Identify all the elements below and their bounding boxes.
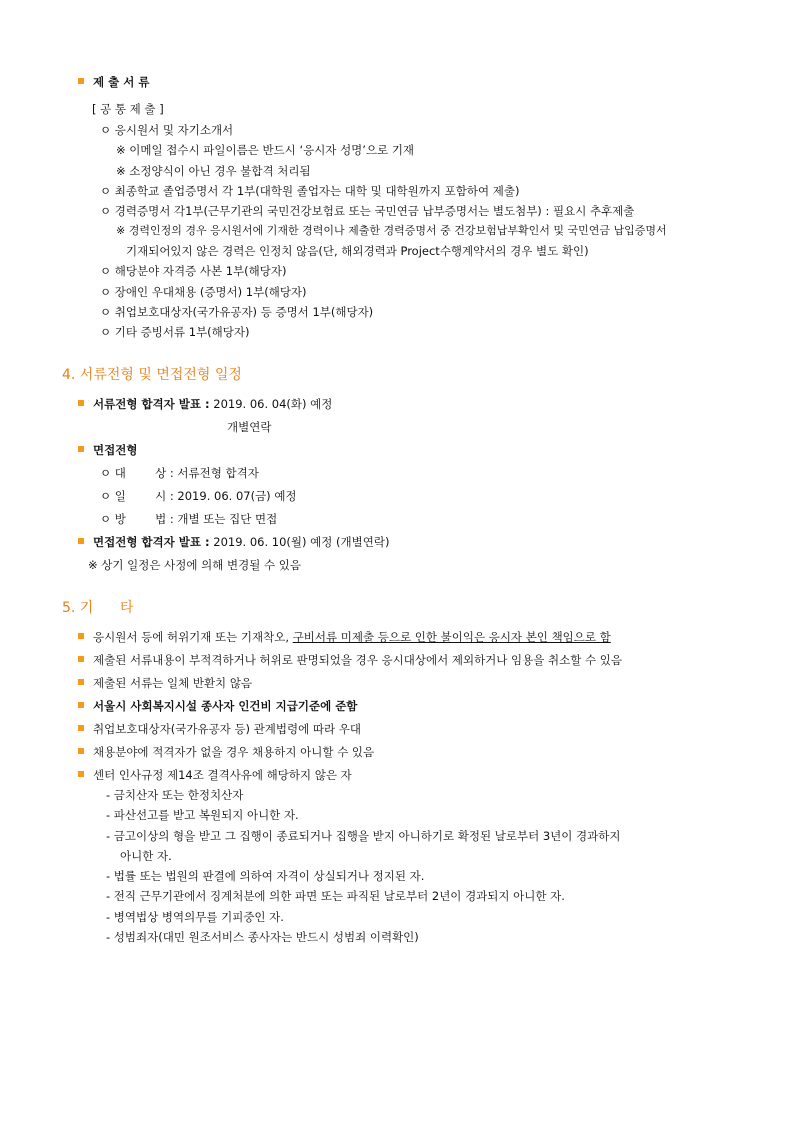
- doc-item: ㅇ 응시원서 및 자기소개서: [100, 123, 234, 137]
- interview-result-row: [78, 534, 389, 550]
- doc-result-note: 개별연락: [227, 420, 272, 434]
- etc-item7-text: 센터 인사규정 제14조 결격사유에 해당하지 않은 자: [93, 768, 352, 782]
- etc-item: [78, 675, 252, 691]
- etc-item: [78, 744, 374, 760]
- etc-item: [78, 767, 352, 783]
- interview-title-row: [78, 442, 137, 458]
- disqualification-item: - 성범죄자(대민 원조서비스 종사자는 반드시 성범죄 이력확인): [106, 930, 419, 944]
- doc-item: ㅇ 장애인 우대채용 (증명서) 1부(해당자): [100, 285, 307, 299]
- interview-method-label: ㅇ 방 법 :: [100, 512, 174, 526]
- interview-method-value: 개별 또는 집단 면접: [177, 512, 278, 526]
- doc-item: ㅇ 기타 증빙서류 1부(해당자): [100, 325, 250, 339]
- square-bullet-icon: [78, 656, 84, 662]
- schedule-note: ※ 상기 일정은 사정에 의해 변경될 수 있음: [88, 558, 301, 572]
- docs-title-row: [78, 74, 149, 90]
- square-bullet-icon: [78, 400, 84, 406]
- square-bullet-icon: [78, 633, 84, 639]
- disqualification-item: - 금고이상의 형을 받고 그 집행이 종료되거나 집행을 받지 아니하기로 확정된 날로부터 3년이 경과하지: [106, 829, 621, 843]
- doc-item: ㅇ 취업보호대상자(국가유공자) 등 증명서 1부(해당자): [100, 305, 374, 319]
- doc-note: ※ 이메일 접수시 파일이름은 반드시 ‘응시자 성명’으로 기재: [116, 143, 415, 157]
- interview-date-row: [100, 488, 297, 504]
- doc-note: ※ 경력인정의 경우 응시원서에 기재한 경력이나 제출한 경력증명서 중 건강보험납부확인서 및 국민연금 납입증명서: [116, 224, 667, 237]
- disqualification-item: - 병역법상 병역의무를 기피중인 자.: [106, 910, 284, 924]
- doc-result-value: 2019. 06. 04(화) 예정: [213, 397, 333, 411]
- square-bullet-icon: [78, 725, 84, 731]
- square-bullet-icon: [78, 78, 84, 84]
- doc-item: ㅇ 경력증명서 각1부(근무기관의 국민건강보험료 또는 국민연금 납부증명서는 별도첨부) : 필요시 추후제출: [100, 204, 635, 218]
- interview-method-row: [100, 511, 277, 527]
- disqualification-item: - 전직 근무기관에서 징계처분에 의한 파면 또는 파직된 날로부터 2년이 경과되지 아니한 자.: [106, 889, 565, 903]
- etc-item5-text: 취업보호대상자(국가유공자 등) 관계법령에 따라 우대: [93, 722, 361, 736]
- interview-result-label: 면접전형 합격자 발표 :: [93, 535, 210, 549]
- interview-date-label: ㅇ 일 시 :: [100, 489, 174, 503]
- interview-title: 면접전형: [93, 443, 138, 457]
- doc-result-label: 서류전형 합격자 발표 :: [93, 397, 210, 411]
- doc-note: ※ 소정양식이 아닌 경우 불합격 처리됨: [116, 164, 311, 178]
- etc-item: [78, 629, 611, 645]
- etc-item1-text: 응시원서 등에 허위기재 또는 기재착오,: [93, 630, 293, 644]
- doc-item: ㅇ 최종학교 졸업증명서 각 1부(대학원 졸업자는 대학 및 대학원까지 포함하여 제출): [100, 184, 520, 198]
- square-bullet-icon: [78, 748, 84, 754]
- doc-note-cont: 기재되어있지 않은 경력은 인정치 않음(단, 해외경력과 Project수행계약서의 경우 별도 확인): [126, 244, 589, 258]
- etc-item2-text: 제출된 서류내용이 부적격하거나 허위로 판명되었을 경우 응시대상에서 제외하거나 임용을 취소할 수 있음: [93, 653, 623, 667]
- interview-target-label: ㅇ 대 상 :: [100, 466, 174, 480]
- doc-item: ㅇ 해당분야 자격증 사본 1부(해당자): [100, 264, 287, 278]
- square-bullet-icon: [78, 446, 84, 452]
- section4-heading: 4. 서류전형 및 면접전형 일정: [62, 367, 242, 383]
- disqualification-item-cont: 아니한 자.: [120, 849, 172, 863]
- etc-item: [78, 721, 361, 737]
- square-bullet-icon: [78, 702, 84, 708]
- etc-item1-underlined: 구비서류 미제출 등으로 인한 불이익은 응시자 본인 책임으로 함: [292, 630, 611, 644]
- disqualification-item: - 파산선고를 받고 복원되지 아니한 자.: [106, 808, 299, 822]
- section5-heading: 5. 기 타: [62, 600, 134, 616]
- docs-common-label: [ 공 통 제 출 ]: [92, 102, 164, 116]
- etc-item4-text: 서울시 사회복지시설 종사자 인건비 지급기준에 준함: [93, 699, 358, 713]
- doc-result-row: [78, 396, 332, 412]
- etc-item3-text: 제출된 서류는 일체 반환치 않음: [93, 676, 253, 690]
- square-bullet-icon: [78, 538, 84, 544]
- square-bullet-icon: [78, 679, 84, 685]
- disqualification-item: - 법률 또는 법원의 판결에 의하여 자격이 상실되거나 정지된 자.: [106, 869, 425, 883]
- interview-target-value: 서류전형 합격자: [177, 466, 259, 480]
- docs-title: 제 출 서 류: [93, 75, 150, 89]
- interview-target-row: [100, 465, 259, 481]
- etc-item6-text: 채용분야에 적격자가 없을 경우 채용하지 아니할 수 있음: [93, 745, 375, 759]
- disqualification-item: - 금치산자 또는 한정치산자: [106, 788, 244, 802]
- interview-date-value: 2019. 06. 07(금) 예정: [177, 489, 297, 503]
- etc-item: [78, 698, 357, 714]
- etc-item: [78, 652, 622, 668]
- interview-result-value: 2019. 06. 10(월) 예정 (개별연락): [213, 535, 390, 549]
- square-bullet-icon: [78, 771, 84, 777]
